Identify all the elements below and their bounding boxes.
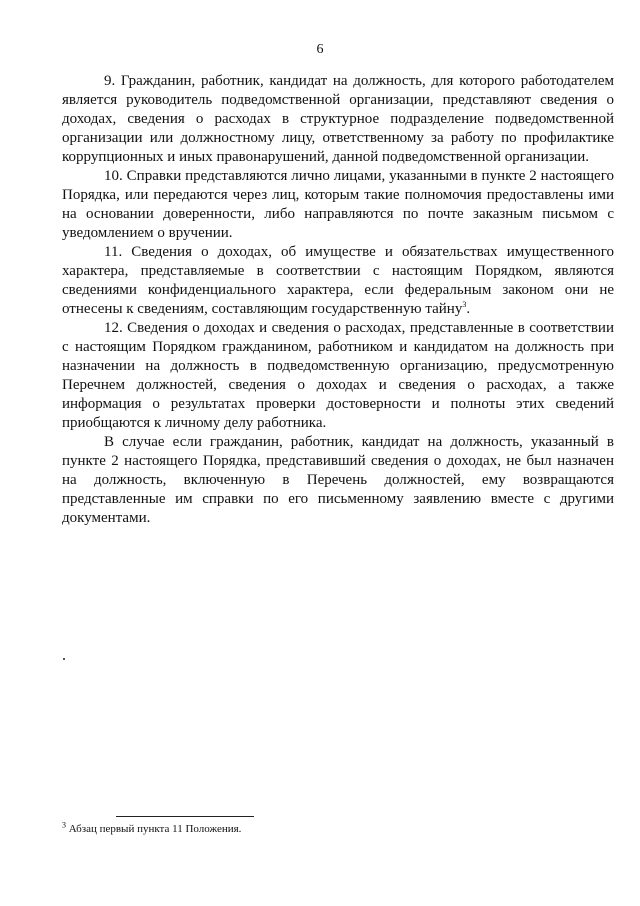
paragraph-12: 12. Сведения о доходах и сведения о расходах, представленные в соответствии с настоящим Порядком гражданином, работником и кандидатом на должность при назначении на должность в подведомственную организацию, предусмотренную Перечнем должностей, сведения о доходах и сведения о расходах, а также информация о результатах проверки достоверности и полноты этих сведений приобщаются к личному делу работника.	[62, 320, 614, 431]
scan-speck	[63, 658, 65, 660]
footnote-reference[interactable]: 3	[462, 300, 467, 309]
paragraph-11-text: 11. Сведения о доходах, об имуществе и обязательствах имущественного характера, представляемые в соответствии с настоящим Порядком, являются сведениями конфиденциального характера, если федеральным законом они не отнесены к сведениям, составляющим государственную тайну	[62, 244, 614, 317]
footnote	[62, 822, 614, 836]
paragraph-10: 10. Справки представляются лично лицами, указанными в пункте 2 настоящего Порядка, или передаются через лиц, которым такие полномочия предоставлены ими на основании доверенности, либо направляются по почте заказным письмом с уведомлением о вручении.	[62, 168, 614, 241]
paragraph-11	[62, 243, 614, 319]
paragraph-9: 9. Гражданин, работник, кандидат на должность, для которого работодателем является руководитель подведомственной организации, представляют сведения о доходах, сведения о расходах в структурное подразделение подведомственной организации или должностному лицу, ответственному за работу по профилактике коррупционных и иных правонарушений, данной подведомственной организации.	[62, 73, 614, 165]
footnote-separator	[116, 816, 254, 817]
page-number: 6	[316, 42, 324, 57]
paragraph-12-continuation: В случае если гражданин, работник, кандидат на должность, указанный в пункте 2 настоящего Порядка, представивший сведения о доходах, не был назначен на должность, включенную в Перечень должностей, ему возвращаются представленные им справки по его письменному заявлению вместе с другими документами.	[62, 434, 614, 526]
document-body	[62, 72, 614, 528]
paragraph-11-tail: .	[466, 301, 471, 317]
footnote-marker: 3	[62, 820, 66, 830]
footnote-text: Абзац первый пункта 11 Положения.	[66, 823, 242, 835]
